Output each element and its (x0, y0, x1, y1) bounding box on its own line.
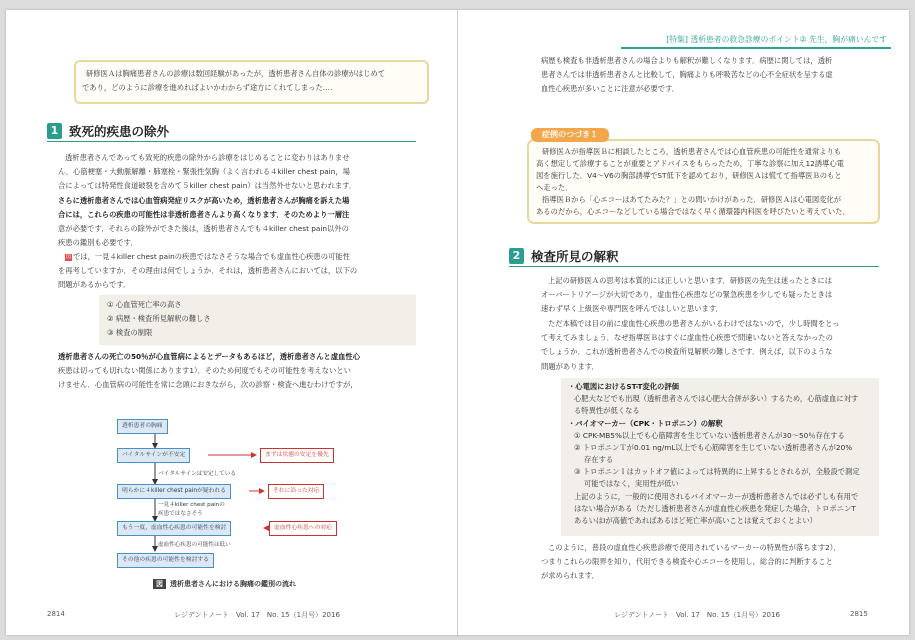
box-item: ② トロポニンＴが0.01 ng/mL以上でも心筋障害を生じていない透析患者さんが20% (574, 443, 853, 452)
issue-list (99, 295, 416, 345)
case-intro-line: 研修医Ａは胸痛患者さんの診療は数回経験があったが，透析患者さん自体の診療がはじめて (86, 69, 386, 78)
flow-label-not-killer: 一見４killer chest painの (158, 502, 225, 508)
box-note: 上記のように，一般的に使用されるバイオマーカーが透析患者さんでは必ずしも有用で (574, 492, 859, 501)
case-continue-box (527, 139, 880, 224)
figure-caption (153, 579, 296, 589)
text-line: 速わず早く上級医や専門医を呼んではしいと思います． (541, 304, 723, 314)
flow-node-other: その他の疾患の可能性を検討する (117, 553, 214, 568)
box-item: ① CPK-MB5%以上でも心筋障害を生じていない透析患者さんが30〜50％存在する (574, 431, 845, 440)
box-heading-ecg: ・心電図におけるST-T変化の評価 (568, 382, 679, 391)
flow-label-low-ihd: 虚血性心疾患の可能性は低い (158, 542, 231, 548)
case-line: 高く想定して診療することが重要とアドバイスをもらったため，丁寧な診察に加え12誘導心電 (536, 159, 844, 168)
box-note: あるいはIが高値であればあるほど死亡率が高いことは覚えておくとよい） (574, 516, 817, 525)
section-1-para2 (58, 250, 357, 293)
text-line: 疾患は切っても切れない関係にあります1）．そのため何度でもその可能性を考えないとい (58, 366, 351, 376)
section-2-para1 (541, 274, 832, 317)
box-item: ③ トロポニンＩはカットオフ値によっては特異的に上昇するとされるが，全般設で測定 (574, 467, 860, 476)
text-line: 問題があります． (541, 361, 599, 371)
list-item: ① 心血管死亡率の高さ (107, 300, 182, 309)
section-1-para3 (58, 350, 360, 393)
case-line: 指導医Ｂから「心エコーはあてたみた？」との問いかけがあった．研修医Ａは心電図変化が (542, 195, 842, 204)
flow-label-not-killer: 疾患ではなさそう (158, 511, 203, 517)
box-heading-biomarker: ・バイオマーカー（CPK・トロポニン）の解釈 (568, 419, 723, 428)
text-line: ただ本稿では目の前に虚血性心疾患の患者さんがいるわけではないので，少し時間をとっ (548, 319, 840, 328)
text-line: を再考していますか．その理由は何でしょうか．それは，透析患者さんにおいては，以下の (58, 266, 358, 276)
text-line: では，一見４killer chest painの疾患ではなさそうな場合でも虚血性心疾患の可能性 (73, 252, 350, 261)
section-1-title: 致死的疾患の除外 (69, 124, 170, 139)
section-2-number: 2 (509, 248, 524, 264)
text-line: 透析患者さんであっても致死的疾患の除外から診療をはじめることに変わりはありませ (65, 153, 350, 162)
text-line: 血性心疾患が多いことに注意が必要です． (541, 84, 680, 94)
text-line: 患者さんでは非透析患者さんと比較して，胸痛よりも呼吸苦などの心不全症状を呈する虚 (541, 70, 833, 80)
text-line: オーバートリアージが大切であり，虚血性心疾患などの緊急疾患を少しでも疑ったときは (541, 290, 833, 300)
page-gutter (457, 10, 458, 635)
text-line: 病歴も検査も非透析患者さんの場合よりも解釈が難しくなります．病歴に関しては，透析 (541, 56, 833, 65)
flow-label-vital-ok: バイタルサインは安定している (158, 471, 236, 477)
footer-journal-left: レジデントノート Vol. 17 No. 15（1月号）2016 (174, 611, 340, 619)
box-text: 心肥大などでも出現（透析患者さんでは心肥大合併が多い）するため，心筋虚血に対す (574, 394, 859, 403)
section-1-rule (47, 141, 416, 142)
text-line: 上記の研修医Ａの思考は本質的には正しいと思います．研修医の先生は迷ったときには (548, 276, 832, 285)
flow-node-obvious: 明らかに４killer chest painが疑われる (117, 484, 231, 499)
flow-node-vital: バイタルサインが不安定 (117, 448, 190, 463)
case-continue-tab: 症例のつづき１ (531, 128, 609, 142)
flow-node-ihd-action: 虚血性心疾患への対応 (269, 521, 337, 536)
list-item: ② 病歴・検査所見解釈の難しさ (107, 314, 211, 323)
box-note: はない場合がある（ただし透析患者さんが虚血性心疾患を発症した場合，トロポニンT (574, 504, 856, 513)
text-line: このように，普段の虚血性心疾患診療で使用されているマーカーの特異性が落ちます2）． (548, 543, 841, 552)
text-line: 問題があるからです． (58, 280, 131, 290)
box-item: 可能ではなく，実用性が低い (584, 479, 679, 488)
figure-tag: 図 (153, 579, 166, 589)
text-line: つまりこれらの限界を知り，代用できる検査や心エコーを使用し，総合的に判断すること (541, 557, 833, 567)
text-line: でしょうか．これが透析患者さんでの検査所見解釈の難しさです．例えば，以下のような (541, 347, 833, 357)
text-line: て考えてみましょう．なぜ指導医Ｂはすぐに虚血性心疾患で問違いないと答えなかったの (541, 333, 833, 343)
case-line: 研修医Ａが指導医Ｂに相談したところ，透析患者さんでは心血管疾患の可能性を通常よりも (542, 147, 842, 156)
flow-node-treat: それに沿った対応 (268, 484, 324, 499)
running-header (621, 34, 891, 49)
text-line: 合には，これらの疾患の可能性は非透析患者さんより高くなります．そのためより一層注 (58, 209, 350, 219)
flow-node-stabilize: まずは状態の安定を優先 (260, 448, 334, 463)
text-line: 疾患の鑑別も必要です． (58, 238, 138, 248)
section-2-title: 検査所見の解釈 (531, 249, 619, 264)
flow-node-ihd: もう一度，虚血性心疾患の可能性を検討 (117, 521, 231, 536)
text-line: けません．心血管病の可能性を常に念頭におきながら，次の診察・検査へ進むわけですが， (58, 380, 358, 390)
footer-page-left: 2814 (47, 610, 65, 618)
footer-page-right: 2815 (850, 610, 868, 618)
text-line: 意が必要です．それらの除外ができた後は，透析患者さんでも４killer chest pain以外の (58, 224, 349, 234)
section-2-para2 (541, 317, 840, 374)
case-line: へ走った． (536, 183, 573, 192)
header-tag: [特集] (666, 35, 688, 44)
section-2-rule (509, 266, 879, 267)
text-line: 透析患者さんの死亡の50％が心血管病によるとデータもあるほど，透析患者さんと虚血性心 (58, 352, 361, 361)
section-2-para3 (541, 541, 841, 584)
header-title: 透析患者の救急診療のポイント② 先生，胸が痛いんです (690, 35, 887, 44)
list-item: ③ 検査の制限 (107, 328, 153, 337)
box-text: る特異性が低くなる (574, 406, 640, 415)
case-line: あるのだから，心エコーなどしている場合ではなく早く循環器内科医を呼びたいと考えていた． (536, 207, 850, 216)
right-intro (541, 54, 833, 97)
text-line: 合によっては特発性食道破裂を含めて５killer chest pain）は当然外せないと思われます． (58, 181, 357, 191)
text-line: が求められます． (541, 571, 599, 581)
text-line: さらに透析患者さんでは心血管病発症リスクが高いため，透析患者さんが胸痛を訴えた場 (58, 195, 350, 205)
figure-caption-text: 透析患者さんにおける胸痛の鑑別の流れ (170, 580, 296, 588)
case-intro-line: であり，どのように診療を進めればよいかわからず途方にくれてしまった…. (82, 83, 333, 92)
figure-ref-icon: 図 (65, 253, 71, 260)
case-line: 図を施行した．V4〜V6の胸部誘導でST低下を認めており，研修医Ａは慌てて指導医Ｂのもと (536, 171, 842, 180)
page-spread (6, 10, 909, 635)
case-intro-box (74, 60, 429, 104)
interpretation-box (561, 378, 879, 536)
box-item: 存在する (584, 455, 614, 464)
text-line: ん．心筋梗塞・大動脈解離・肺塞栓・緊張性気胸（よく言われる４killer chest pain，場 (58, 167, 350, 177)
section-1-para1 (58, 151, 356, 250)
header-text (666, 34, 887, 45)
flow-node-start: 透析患者の胸痛 (117, 419, 168, 434)
section-1-number: 1 (47, 123, 62, 139)
footer-journal-right: レジデントノート Vol. 17 No. 15（1月号）2016 (614, 611, 780, 619)
